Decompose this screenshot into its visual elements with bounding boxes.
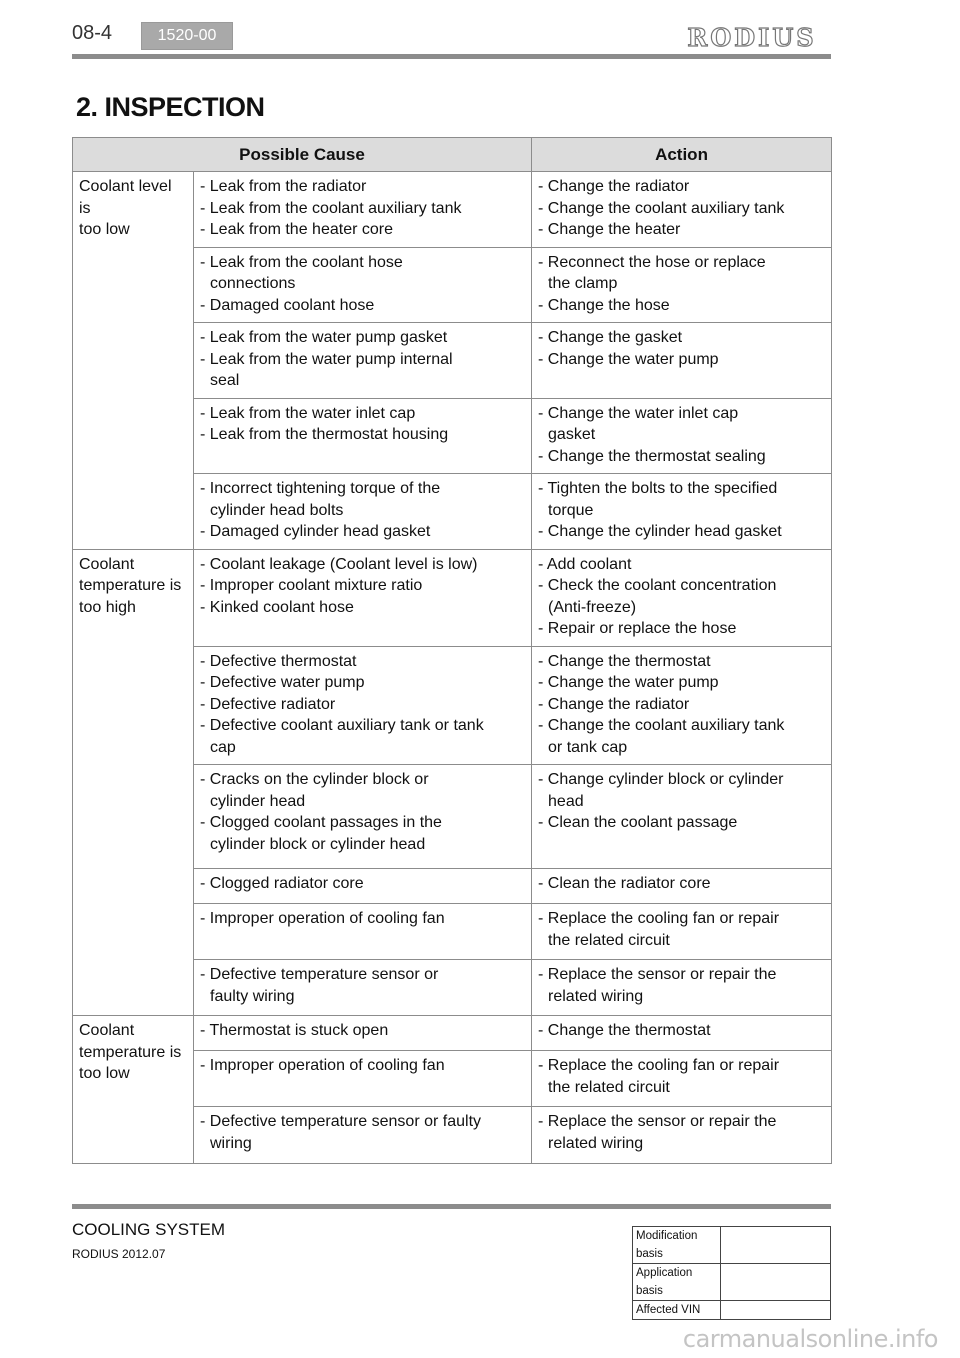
cause-list bbox=[200, 873, 531, 895]
action-item: - Change the water inlet cap gasket bbox=[538, 404, 739, 443]
cause-cell bbox=[194, 247, 532, 323]
symptom-text: Coolant temperature is too low bbox=[79, 1022, 182, 1082]
cause-item: - Improper operation of cooling fan bbox=[200, 910, 445, 927]
cause-item: - Damaged cylinder head gasket bbox=[200, 523, 431, 540]
action-item: - Change the radiator bbox=[538, 695, 690, 713]
action-item: - Reconnect the hose or replace the clamp bbox=[538, 253, 766, 292]
cause-item: - Incorrect tightening torque of the cylinder head bolts bbox=[200, 480, 441, 519]
action-cell bbox=[532, 247, 832, 323]
revision-row bbox=[633, 1264, 831, 1301]
cause-list bbox=[200, 908, 531, 930]
action-list bbox=[538, 1020, 831, 1042]
cause-item: - Damaged coolant hose bbox=[200, 296, 375, 314]
action-list bbox=[538, 1111, 831, 1154]
cause-item: - Defective temperature sensor or faulty wiring bbox=[200, 1113, 482, 1152]
revision-value bbox=[721, 1227, 831, 1264]
footer-system-title: COOLING SYSTEM bbox=[72, 1220, 226, 1239]
cause-list bbox=[200, 1055, 531, 1077]
cause-cell bbox=[194, 474, 532, 550]
table-header-row bbox=[73, 138, 832, 172]
action-item: - Change the water pump bbox=[538, 674, 719, 691]
action-list bbox=[538, 964, 831, 1007]
action-list bbox=[538, 403, 831, 468]
cause-list bbox=[200, 176, 531, 241]
page-number: 08-4 bbox=[72, 22, 113, 44]
action-cell bbox=[532, 765, 832, 869]
action-cell bbox=[532, 1016, 832, 1051]
action-item: - Change the water pump bbox=[538, 350, 719, 368]
action-cell bbox=[532, 960, 832, 1016]
action-item: - Replace the cooling fan or repair the related circuit bbox=[538, 910, 780, 949]
cause-list bbox=[200, 769, 531, 855]
action-item: - Change the thermostat bbox=[538, 652, 711, 670]
symptom-text: Coolant temperature is too high bbox=[79, 555, 182, 616]
action-list bbox=[538, 873, 831, 895]
footer-edition: RODIUS 2012.07 bbox=[72, 1247, 166, 1261]
symptom-cell bbox=[73, 172, 194, 550]
cause-item: - Defective thermostat bbox=[200, 652, 357, 670]
cause-item: - Improper coolant mixture ratio bbox=[200, 577, 423, 594]
cause-list bbox=[200, 1020, 531, 1042]
action-list bbox=[538, 769, 831, 834]
cause-cell bbox=[194, 904, 532, 960]
revision-value bbox=[721, 1264, 831, 1301]
cause-item: - Defective coolant auxiliary tank or tank cap bbox=[200, 717, 484, 756]
revision-table bbox=[632, 1226, 831, 1320]
revision-row bbox=[633, 1227, 831, 1264]
cause-cell bbox=[194, 172, 532, 248]
action-item: - Change the hose bbox=[538, 296, 670, 314]
brand-logo: RODIUS bbox=[687, 23, 817, 52]
action-cell bbox=[532, 904, 832, 960]
symptom-cell bbox=[73, 549, 194, 1016]
cause-item: - Leak from the water pump gasket bbox=[200, 329, 448, 346]
symptom-text: Coolant level is too low bbox=[79, 178, 172, 238]
action-item: - Change the cylinder head gasket bbox=[538, 523, 782, 540]
action-item: - Tighten the bolts to the specified torque bbox=[538, 480, 778, 519]
cause-list bbox=[200, 651, 531, 759]
action-item: - Change the radiator bbox=[538, 178, 690, 195]
action-list bbox=[538, 176, 831, 241]
revision-label: Modification basis bbox=[633, 1227, 721, 1264]
action-item: - Replace the cooling fan or repair the related circuit bbox=[538, 1057, 780, 1096]
cause-cell bbox=[194, 549, 532, 646]
revision-label: Application basis bbox=[633, 1264, 721, 1301]
action-list bbox=[538, 651, 831, 759]
symptom-cell bbox=[73, 1016, 194, 1164]
action-list bbox=[538, 478, 831, 543]
action-item: - Check the coolant concentration (Anti-freeze) bbox=[538, 577, 777, 616]
section-title: 2. INSPECTION bbox=[76, 92, 265, 122]
cause-item: - Clogged radiator core bbox=[200, 875, 364, 892]
inspection-table bbox=[72, 137, 832, 1164]
action-item: - Change the thermostat sealing bbox=[538, 447, 766, 465]
cause-item: - Defective water pump bbox=[200, 674, 365, 691]
action-item: - Clean the coolant passage bbox=[538, 814, 738, 831]
action-item: - Replace the sensor or repair the related wiring bbox=[538, 1113, 777, 1152]
action-item: - Change the coolant auxiliary tank bbox=[538, 199, 785, 217]
cause-item: - Leak from the heater core bbox=[200, 221, 393, 238]
cause-list bbox=[200, 327, 531, 392]
cause-item: - Kinked coolant hose bbox=[200, 598, 354, 616]
cause-list bbox=[200, 478, 531, 543]
cause-cell bbox=[194, 869, 532, 904]
action-item: - Repair or replace the hose bbox=[538, 620, 737, 637]
cause-cell bbox=[194, 765, 532, 869]
revision-row bbox=[633, 1301, 831, 1320]
cause-cell bbox=[194, 323, 532, 399]
cause-cell bbox=[194, 1016, 532, 1051]
cause-item: - Coolant leakage (Coolant level is low) bbox=[200, 555, 478, 573]
action-item: - Change cylinder block or cylinder head bbox=[538, 771, 784, 810]
action-cell bbox=[532, 1107, 832, 1164]
cause-item: - Improper operation of cooling fan bbox=[200, 1057, 445, 1074]
action-item: - Replace the sensor or repair the related wiring bbox=[538, 966, 777, 1005]
cause-item: - Clogged coolant passages in the cylinder block or cylinder head bbox=[200, 814, 442, 853]
footer-rule bbox=[72, 1204, 831, 1209]
cause-cell bbox=[194, 1107, 532, 1164]
cause-item: - Defective radiator bbox=[200, 695, 336, 713]
section-code-badge: 1520-00 bbox=[141, 22, 233, 50]
cause-cell bbox=[194, 1051, 532, 1107]
cause-item: - Leak from the water inlet cap bbox=[200, 404, 416, 422]
cause-item: - Leak from the coolant auxiliary tank bbox=[200, 199, 462, 217]
cause-item: - Defective temperature sensor or faulty wiring bbox=[200, 966, 439, 1005]
action-list bbox=[538, 252, 831, 317]
action-list bbox=[538, 1055, 831, 1098]
cause-list bbox=[200, 252, 531, 317]
action-list bbox=[538, 554, 831, 640]
cause-cell bbox=[194, 960, 532, 1016]
watermark: carmanualsonline.info bbox=[682, 1325, 938, 1353]
cause-list bbox=[200, 1111, 531, 1154]
cause-item: - Leak from the water pump internal seal bbox=[200, 350, 453, 389]
action-cell bbox=[532, 1051, 832, 1107]
action-cell bbox=[532, 398, 832, 474]
action-item: - Add coolant bbox=[538, 555, 632, 573]
cause-list bbox=[200, 403, 531, 446]
cause-list bbox=[200, 964, 531, 1007]
action-cell bbox=[532, 869, 832, 904]
header-rule bbox=[72, 54, 831, 59]
revision-label: Affected VIN bbox=[633, 1301, 721, 1320]
table-row bbox=[73, 172, 832, 248]
revision-value bbox=[721, 1301, 831, 1320]
action-item: - Change the heater bbox=[538, 221, 681, 238]
action-list bbox=[538, 327, 831, 370]
column-header-action: Action bbox=[532, 138, 832, 172]
cause-item: - Leak from the thermostat housing bbox=[200, 426, 449, 443]
action-cell bbox=[532, 646, 832, 765]
action-item: - Change the coolant auxiliary tank or tank cap bbox=[538, 717, 785, 756]
cause-list bbox=[200, 554, 531, 619]
action-cell bbox=[532, 323, 832, 399]
cause-item: - Leak from the radiator bbox=[200, 178, 367, 195]
cause-item: - Leak from the coolant hose connections bbox=[200, 253, 403, 292]
action-cell bbox=[532, 549, 832, 646]
action-item: - Change the thermostat bbox=[538, 1022, 711, 1039]
action-cell bbox=[532, 474, 832, 550]
table-row bbox=[73, 549, 832, 646]
action-item: - Clean the radiator core bbox=[538, 875, 711, 892]
action-item: - Change the gasket bbox=[538, 329, 683, 346]
action-list bbox=[538, 908, 831, 951]
action-cell bbox=[532, 172, 832, 248]
cause-item: - Thermostat is stuck open bbox=[200, 1022, 389, 1039]
cause-item: - Cracks on the cylinder block or cylinder head bbox=[200, 771, 429, 810]
cause-cell bbox=[194, 398, 532, 474]
column-header-cause: Possible Cause bbox=[73, 138, 532, 172]
table-row bbox=[73, 1016, 832, 1051]
cause-cell bbox=[194, 646, 532, 765]
